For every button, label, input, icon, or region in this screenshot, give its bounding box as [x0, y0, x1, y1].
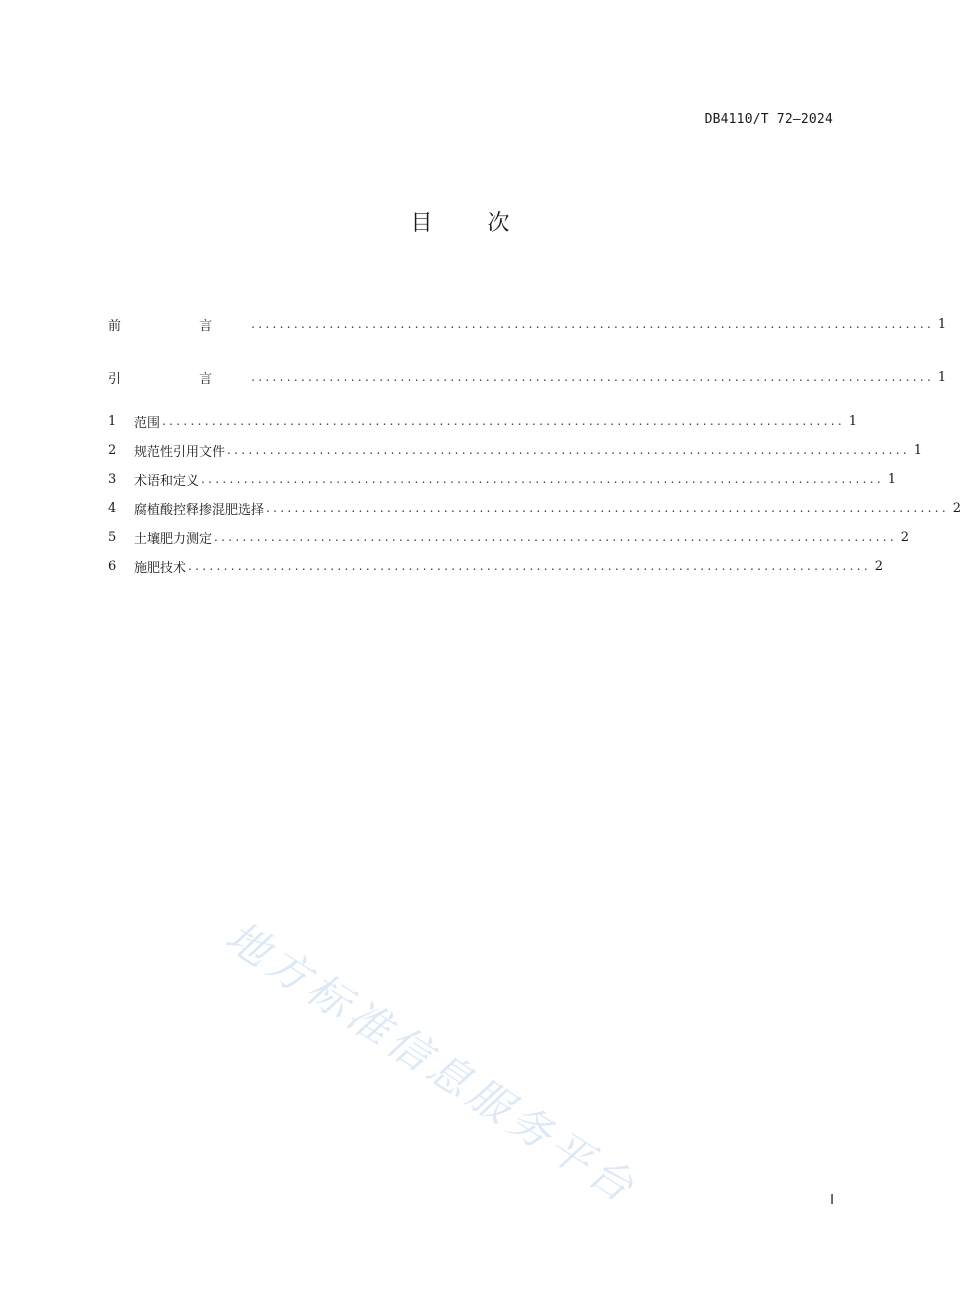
toc-entry-label: 范围 — [134, 415, 161, 431]
toc-leader-dots: ................................................................................................ — [214, 530, 898, 544]
toc-entry-number: 2 — [108, 442, 117, 458]
toc-entry-terms-definitions[interactable] — [108, 469, 897, 489]
toc-entry-number: 1 — [108, 413, 117, 429]
toc-entry-page: 1 — [887, 471, 897, 487]
toc-leader-dots: ................................................................................................ — [162, 414, 846, 428]
page-number: I — [830, 1193, 834, 1208]
toc-entry-label: 前 言 — [108, 318, 250, 334]
toc-entry-label: 腐植酸控释掺混肥选择 — [134, 502, 265, 518]
toc-leader-dots: ................................................................................................ — [251, 317, 935, 331]
toc-entry-scope[interactable] — [108, 411, 858, 431]
toc-entry-foreword[interactable] — [108, 314, 947, 334]
standard-code: DB4110/T 72—2024 — [704, 112, 833, 127]
toc-entry-page: 1 — [937, 369, 947, 385]
toc-entry-number: 4 — [108, 500, 117, 516]
toc-entry-page: 1 — [913, 442, 923, 458]
toc-entry-fertilization-technique[interactable] — [108, 556, 884, 576]
toc-entry-page: 2 — [874, 558, 884, 574]
toc-leader-dots: ................................................................................................ — [251, 370, 935, 384]
toc-entry-number: 5 — [108, 529, 117, 545]
toc-entry-soil-fertility[interactable] — [108, 527, 910, 547]
toc-entry-fertilizer-selection[interactable] — [108, 498, 961, 518]
toc-entry-page: 2 — [952, 500, 961, 516]
toc-entry-page: 2 — [900, 529, 910, 545]
toc-entry-introduction[interactable] — [108, 367, 947, 387]
toc-leader-dots: ................................................................................................ — [266, 501, 950, 515]
toc-entry-label: 规范性引用文件 — [134, 444, 226, 460]
toc-entry-page: 1 — [848, 413, 858, 429]
toc-leader-dots: ................................................................................................ — [227, 443, 911, 457]
toc-entry-number: 6 — [108, 558, 117, 574]
toc-leader-dots: ................................................................................................ — [188, 559, 872, 573]
toc-entry-normative-references[interactable] — [108, 440, 923, 460]
toc-leader-dots: ................................................................................................ — [201, 472, 885, 486]
watermark: 地方标准信息服务平台 — [217, 911, 647, 1215]
toc-title: 目 次 — [410, 211, 534, 236]
toc-entry-number: 3 — [108, 471, 117, 487]
toc-entry-page: 1 — [937, 316, 947, 332]
toc-entry-label: 术语和定义 — [134, 473, 200, 489]
toc-entry-label: 土壤肥力测定 — [134, 531, 213, 547]
toc-entry-label: 引 言 — [108, 371, 250, 387]
toc-entry-label: 施肥技术 — [134, 560, 187, 576]
